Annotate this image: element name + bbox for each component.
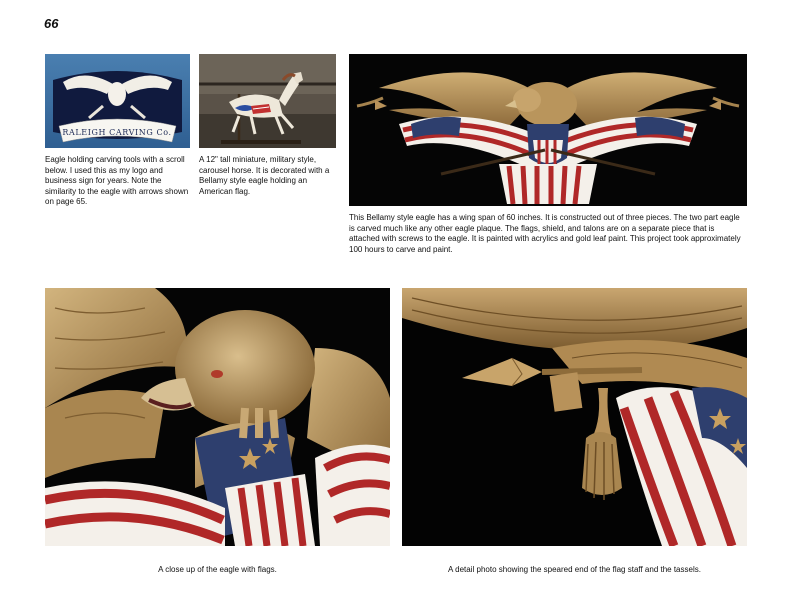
closeup-caption: A close up of the eagle with flags. [158,565,277,574]
detail-spear-photo [402,288,747,546]
sign-text: RALEIGH CARVING Co. [62,128,172,137]
bellamy-eagle-photo [349,54,747,206]
closeup-eagle-photo [45,288,390,546]
sign-caption: Eagle holding carving tools with a scroll below. I used this as my logo and business sign for years. Note the similarity to the eagle with arrows shown on page 65. [45,155,189,206]
page-number: 66 [44,16,59,31]
detail-caption: A detail photo showing the speared end of the flag staff and the tassels. [448,565,701,574]
carousel-caption: A 12" tall miniature, military style, carousel horse. It is decorated with a Bellamy style eagle holding an American flag. [199,155,330,196]
carousel-horse-photo [199,54,336,148]
sign-photo [45,54,190,148]
bellamy-caption: This Bellamy style eagle has a wing span of 60 inches. It is constructed out of three pieces. The two part eagle is carved much like any other eagle plaque. The flags, shield, and talons are on a separate piece that is attached with screws to the eagle. It is painted with acrylics and gold leaf paint. This project took approximately 100 hours to carve and paint. [349,213,741,254]
